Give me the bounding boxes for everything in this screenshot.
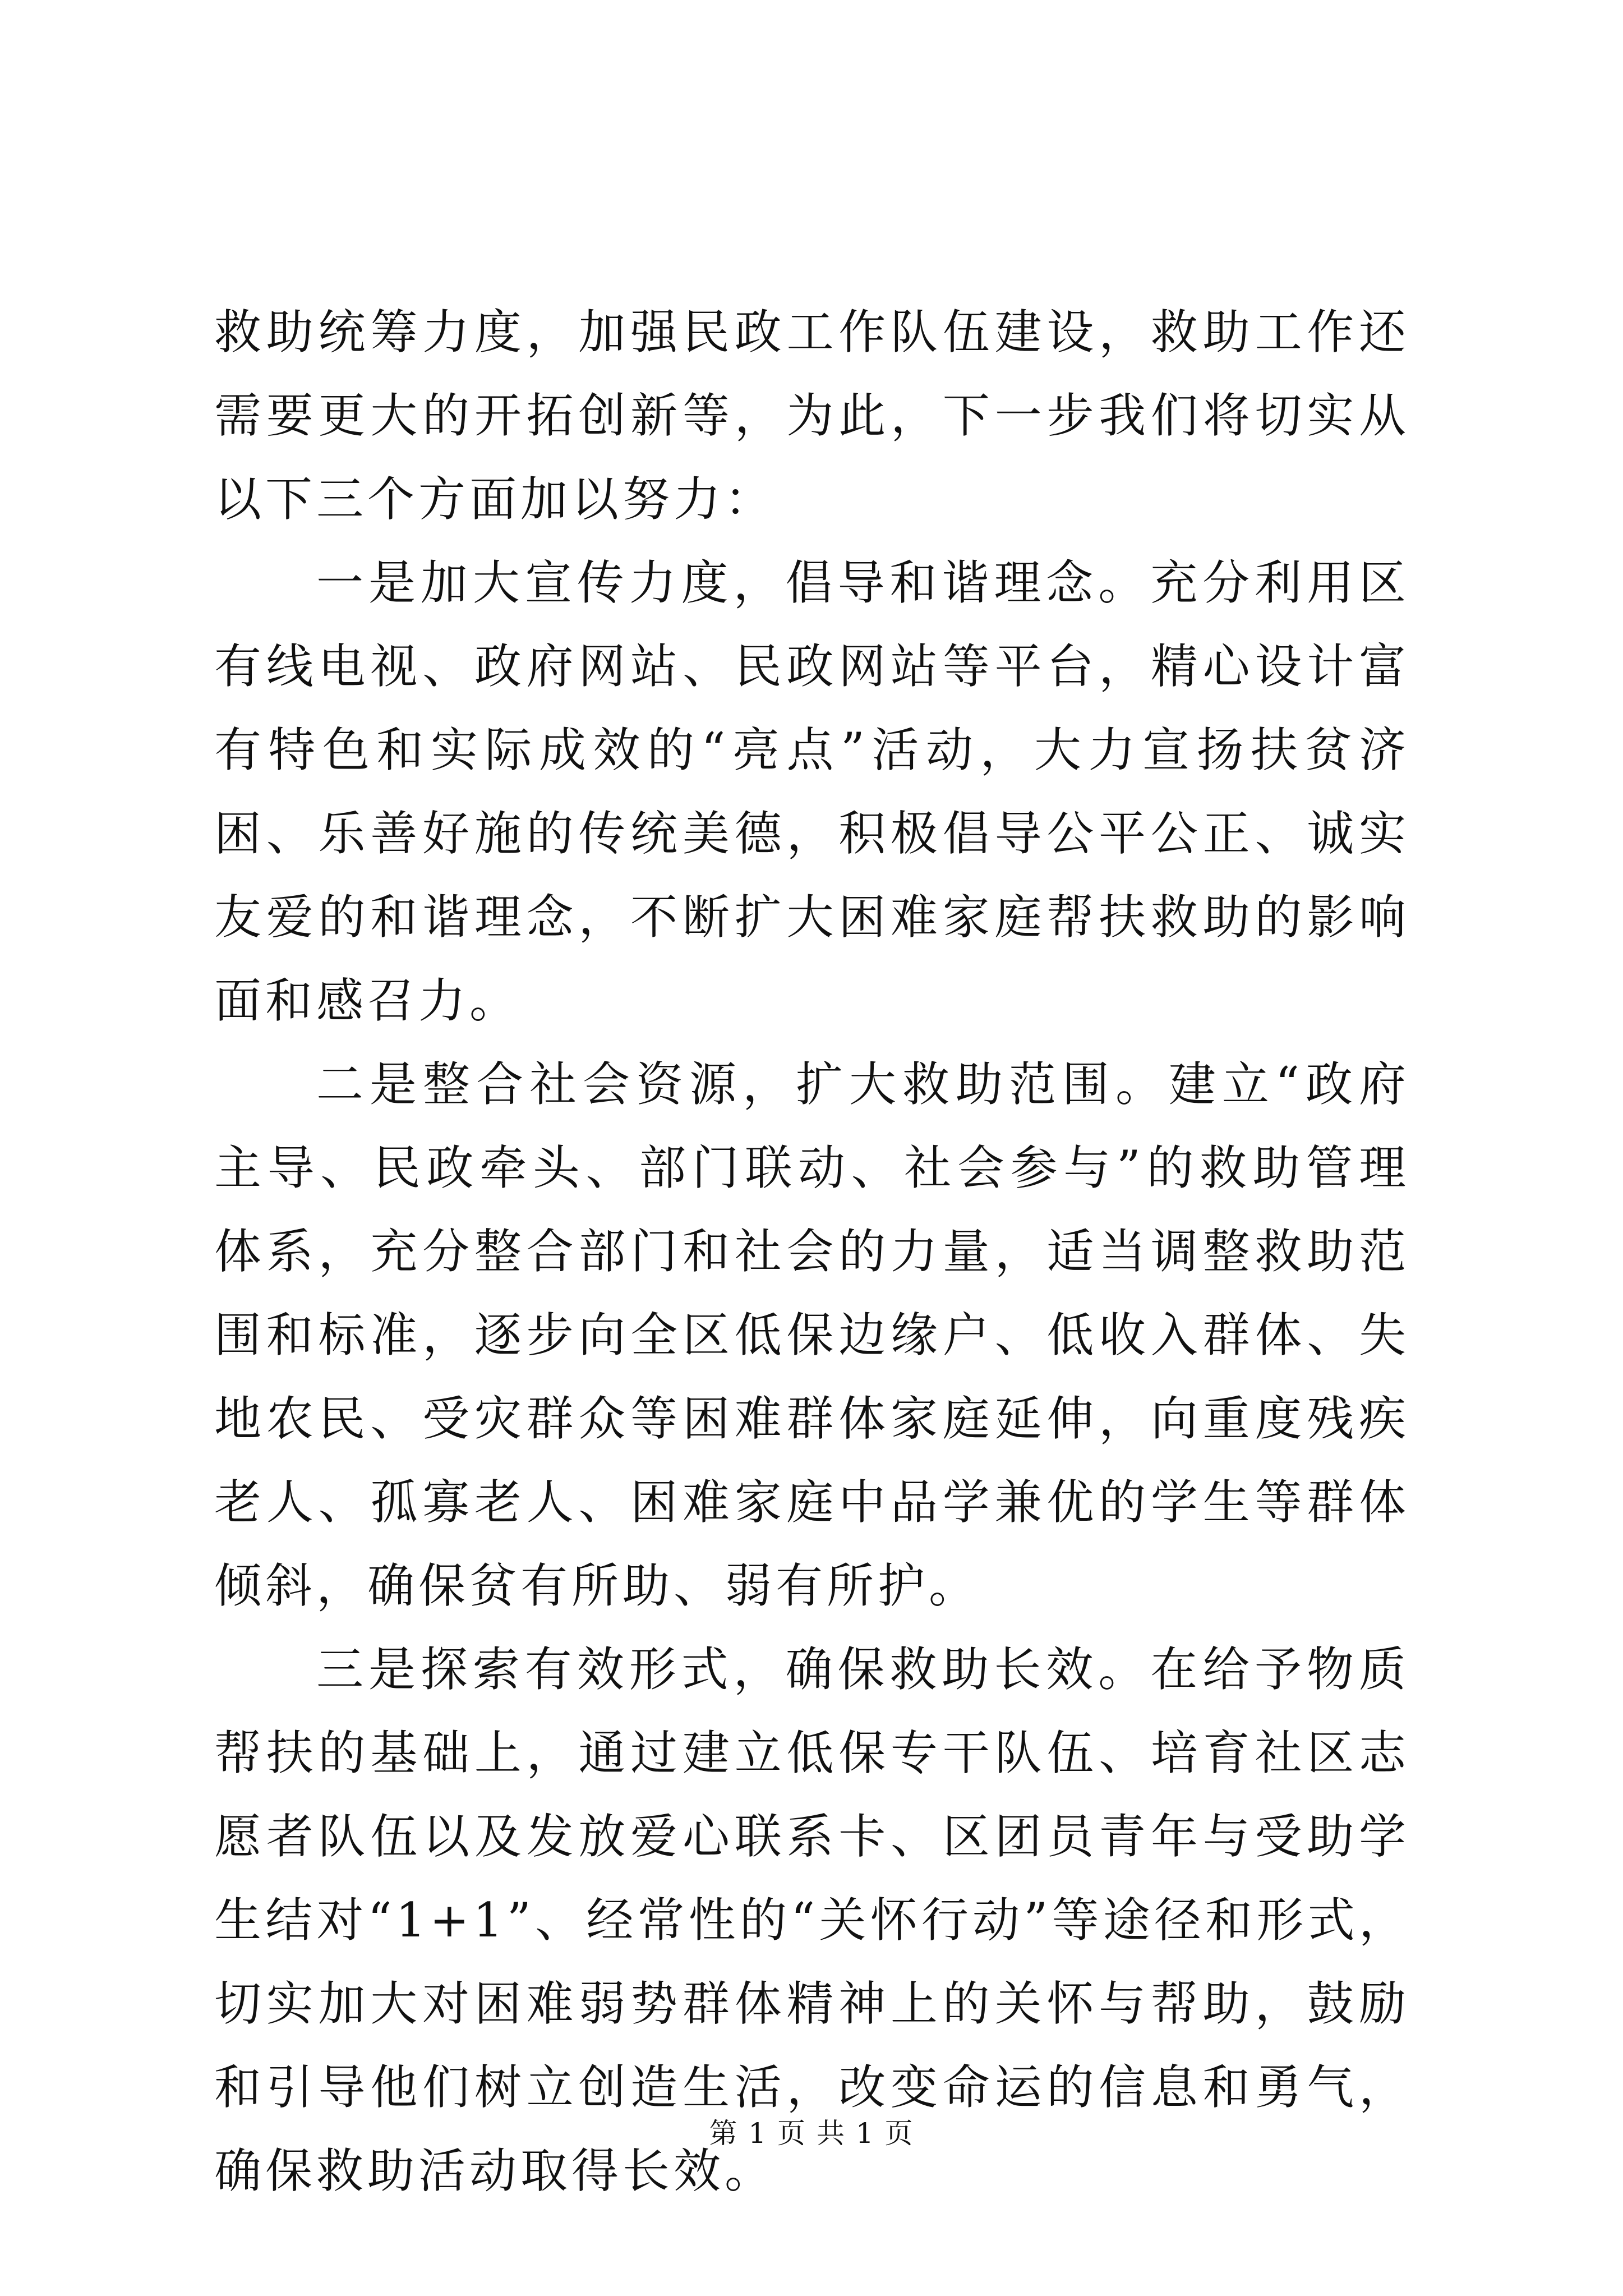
paragraph-effective-forms: 三是探索有效形式，确保救助长效。在给予物质帮扶的基础上，通过建立低保专干队伍、培育社区志愿者队伍以及发放爱心联系卡、区团员青年与受助学生结对“1+1”、经常性的“关怀行动”等途径和形式，切实加大对困难弱势群体精神上的关怀与帮助，鼓励和引导他们树立创造生活，改变命运的信息和勇气，确保救助活动取得长效。 (214, 1642, 1410, 2198)
paragraph-publicity: 一是加大宣传力度，倡导和谐理念。充分利用区有线电视、政府网站、民政网站等平台，精心设计富有特色和实际成效的“亮点”活动，大力宣扬扶贫济困、乐善好施的传统美德，积极倡导公平公正、诚实友爱的和谐理念，不断扩大困难家庭帮扶救助的影响面和感召力。 (214, 555, 1410, 1028)
page-footer: 第 1 页 共 1 页 (709, 2117, 914, 2150)
document-body (214, 291, 1410, 2213)
paragraph-continuation: 救助统筹力度，加强民政工作队伍建设，救助工作还需要更大的开拓创新等，为此，下一步我们将切实从以下三个方面加以努力： (214, 305, 1410, 527)
paragraph-resources: 二是整合社会资源，扩大救助范围。建立“政府主导、民政牵头、部门联动、社会参与”的救助管理体系，充分整合部门和社会的力量，适当调整救助范围和标准，逐步向全区低保边缘户、低收入群体、失地农民、受灾群众等困难群体家庭延伸，向重度残疾老人、孤寡老人、困难家庭中品学兼优的学生等群体倾斜，确保贫有所助、弱有所护。 (214, 1057, 1410, 1613)
